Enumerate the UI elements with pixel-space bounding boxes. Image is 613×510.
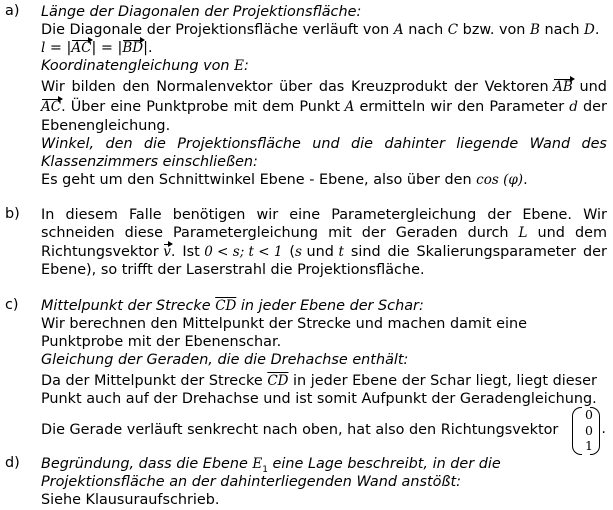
heading-justification: Begründung, dass die Ebene $E_1$ eine Lage beschreibt, in der die (41, 456, 501, 475)
heading-axis-line: Gleichung der Geraden, die die Drehachse enthält: (41, 352, 409, 368)
text-point-test-family: Punktprobe mit der Ebenenschar. (41, 334, 282, 350)
text-see-exam: Siehe Klausuraufschrieb. (41, 492, 220, 508)
section-label-c: c) (5, 297, 19, 313)
text-midpoint-calc: Wir berechnen den Mittelpunkt der Strecke und machen damit eine (41, 316, 527, 332)
vector-entry-y: 0 (585, 422, 593, 438)
heading-justification-cont: Projektionsfläche an der dahinterliegenden Wand anstößt: (41, 474, 461, 490)
heading-angle: Winkel, den die Projektionsfläche und die dahinter liegende Wand des (41, 136, 607, 152)
formula-diagonal-length: l = |AC| = |BD|. (41, 40, 153, 56)
section-label-a: a) (5, 3, 20, 19)
right-paren (590, 407, 600, 455)
vector-entry-x: 0 (585, 407, 593, 422)
heading-midpoint: Mittelpunkt der Strecke $\overline{CD}$ in jeder Ebene der Schar: (41, 298, 424, 314)
direction-column-vector (572, 407, 606, 455)
text-vertical-direction: Die Gerade verläuft senkrecht nach oben, hat also den Richtungsvektor (41, 422, 559, 438)
text-laser-hit: Ebene), so trifft der Laserstrahl die Projektionsfläche. (41, 262, 425, 278)
vector-entry-z: 1 (585, 438, 593, 453)
section-label-b: b) (5, 206, 20, 222)
text-intersect-line: schneiden diese Parametergleichung mit der Geraden durch L und dem (41, 225, 607, 241)
section-label-d: d) (5, 455, 20, 471)
text-direction-vector: Richtungsvektor v. Ist 0 < s; t < 1 (s und t sind die Skalierungsparameter der (41, 244, 607, 260)
text-normal-vector: Wir bilden den Normalenvektor über das Kreuzprodukt der Vektoren AB und (41, 79, 607, 95)
text-intersection-angle: Es geht um den Schnittwinkel Ebene - Ebene, also über den cos (φ). (41, 172, 528, 188)
text-diagonal-path: Die Diagonale der Projektionsfläche verläuft von A nach C bzw. von B nach D. (41, 22, 600, 38)
text-plane-equation: Ebenengleichung. (41, 118, 171, 134)
text-param-equation: In diesem Falle benötigen wir eine Parametergleichung der Ebene. Wir (41, 207, 607, 223)
vector-period: . (601, 421, 606, 437)
text-point-test: AC. Über eine Punktprobe mit dem Punkt A ermitteln wir den Parameter d der (41, 99, 607, 115)
text-support-point: Punkt auch auf der Drehachse und ist somit Aufpunkt der Geradengleichung. (41, 391, 597, 407)
heading-diagonal-length: Länge der Diagonalen der Projektionsfläche: (41, 4, 362, 20)
heading-angle-cont: Klassenzimmers einschließen: (41, 154, 258, 170)
text-midpoint-on-axis: Da der Mittelpunkt der Strecke $\overline{CD}$ in jeder Ebene der Schar liegt, liegt dieser (41, 373, 597, 389)
heading-coordinate-equation: Koordinatengleichung von E: (41, 58, 249, 74)
left-paren (572, 407, 582, 455)
